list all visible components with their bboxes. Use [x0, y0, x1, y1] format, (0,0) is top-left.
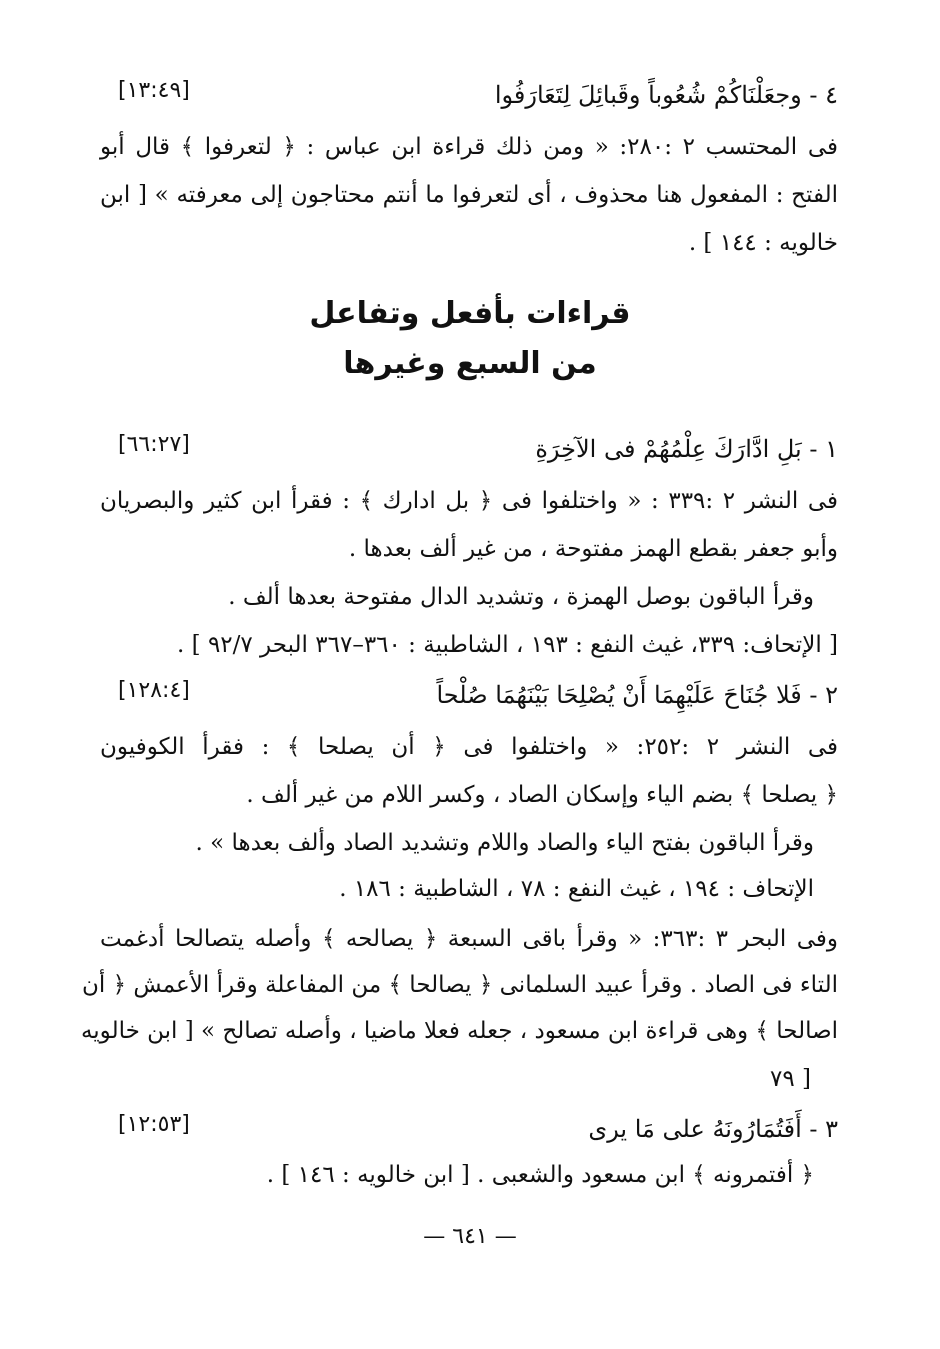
- commentary-line: التاء فى الصاد . وقرأ عبيد السلمانى ﴿ يصالحا ﴾ من المفاعلة وقرأ الأعمش ﴿ أن: [82, 972, 838, 998]
- source-citation-line: [ الإتحاف: ٣٣٩، غيث النفع : ١٩٣ ، الشاطبية : ٣٦٠–٣٦٧ البحر ٩٢/٧ ] .: [177, 632, 838, 658]
- commentary-line: ﴿ أفتمرونه ﴾ ابن مسعود والشعبى . [ ابن خالويه : ١٤٦ ] .: [266, 1162, 814, 1188]
- section-heading-line-2: من السبع وغيرها: [343, 346, 597, 381]
- commentary-line: اصالحا ﴾ وهى قراءة ابن مسعود ، جعله فعلا ماضيا ، وأصله تصالح » [ ابن خالويه: [80, 1018, 838, 1044]
- commentary-line: خالويه : ١٤٤ ] .: [688, 230, 838, 256]
- verse-reference-4: [١٣:٤٩]: [118, 78, 190, 103]
- commentary-line: ﴿ يصلحا ﴾ بضم الياء وإسكان الصاد ، وكسر اللام من غير ألف .: [246, 782, 838, 808]
- commentary-line: وقرأ الباقون بفتح الياء والصاد واللام وتشديد الصاد وألف بعدها » .: [195, 830, 814, 856]
- verse-line-2: ٢ ‐ فَلا جُنَاحَ عَلَيْهِمَا أَنْ يُصْلِحَا بَيْنَهُمَا صُلْحاً: [436, 681, 838, 709]
- verse-reference-3: [١٢:٥٣]: [118, 1112, 190, 1137]
- page-number: — ٦٤١ —: [423, 1224, 517, 1249]
- verse-line-3: ٣ ‐ أَفَتُمَارُونَهُ على مَا يرى: [588, 1115, 838, 1143]
- verse-line-4: ٤ ‐ وجعَلْنَاكُمْ شُعُوباً وقَبائِلَ لِتَعَارَفُوا: [494, 81, 838, 109]
- commentary-line: فى المحتسب ٢ :٢٨٠: « ومن ذلك قراءة ابن عباس : ﴿ لتعرفوا ﴾ قال أبو: [100, 134, 838, 160]
- commentary-line: فى النشر ٢ :٣٣٩ : « واختلفوا فى ﴿ بل ادارك ﴾ : فقرأ ابن كثير والبصريان: [100, 488, 838, 514]
- commentary-line: الفتح : المفعول هنا محذوف ، أى لتعرفوا ما أنتم محتاجون إلى معرفته » [ ابن: [100, 182, 838, 208]
- section-heading-line-1: قراءات بأفعل وتفاعل: [309, 296, 631, 331]
- commentary-line: ٧٩ ]: [770, 1066, 812, 1092]
- verse-reference-1: [٦٦:٢٧]: [118, 432, 190, 457]
- commentary-line: وقرأ الباقون بوصل الهمزة ، وتشديد الدال مفتوحة بعدها ألف .: [228, 584, 814, 610]
- commentary-line: وفى البحر ٣ :٣٦٣: « وقرأ باقى السبعة ﴿ يصالحه ﴾ وأصله يتصالحا أدغمت: [100, 926, 838, 952]
- commentary-line: فى النشر ٢ :٢٥٢: « واختلفوا فى ﴿ أن يصلحا ﴾ : فقرأ الكوفيون: [100, 734, 838, 760]
- source-citation-line: الإتحاف : ١٩٤ ، غيث النفع : ٧٨ ، الشاطبية : ١٨٦ .: [339, 876, 814, 902]
- verse-line-1: ١ ‐ بَلِ ادَّارَكَ عِلْمُهُمْ فى الآخِرَةِ: [535, 435, 838, 463]
- commentary-line: وأبو جعفر بقطع الهمز مفتوحة ، من غير ألف بعدها .: [348, 536, 838, 562]
- verse-reference-2: [١٢٨:٤]: [118, 678, 190, 703]
